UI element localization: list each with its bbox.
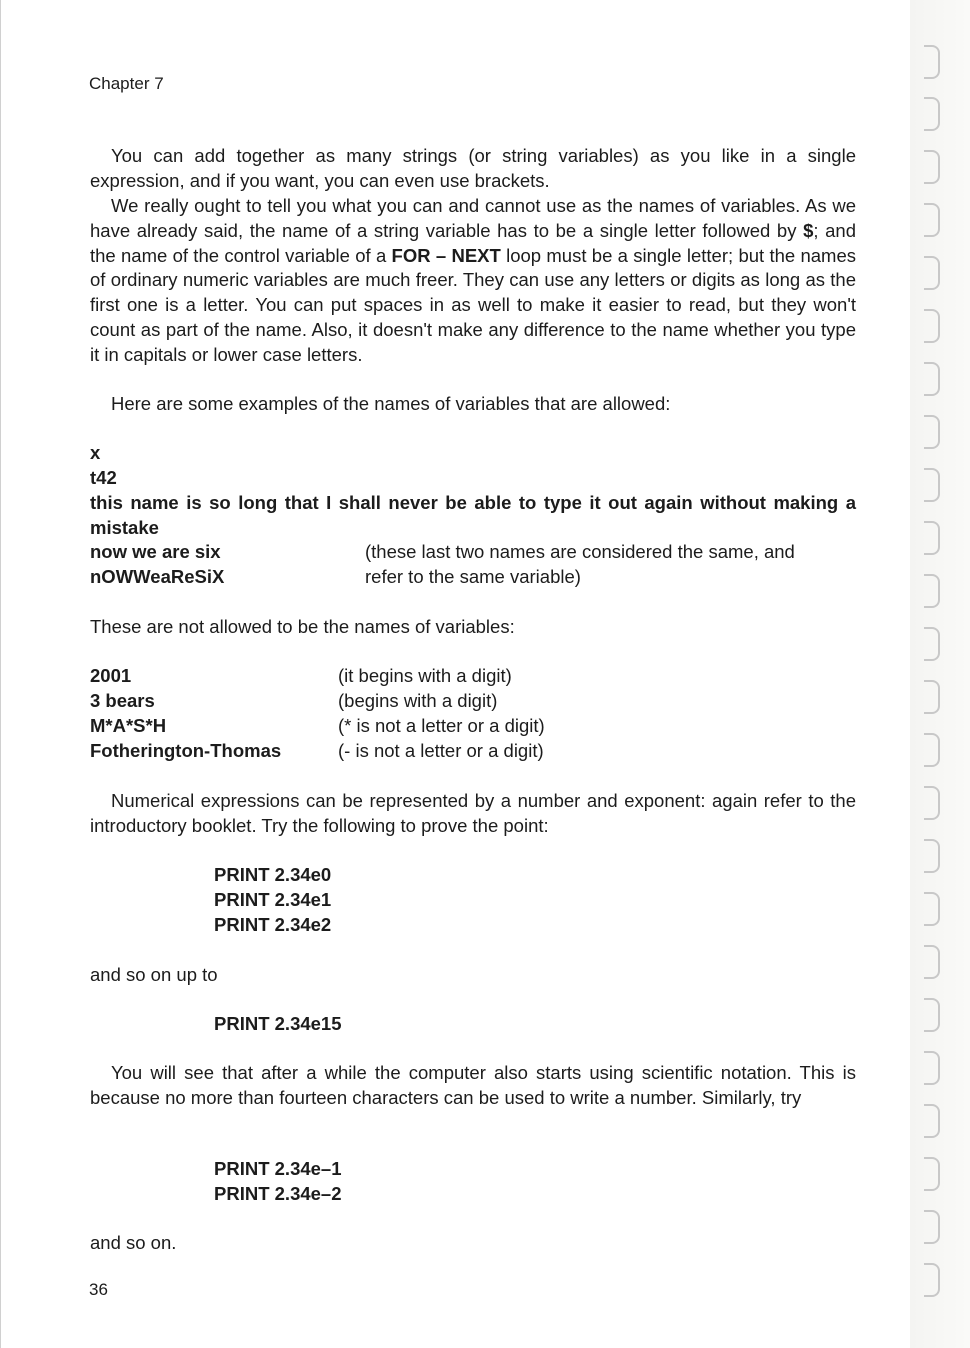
paragraph-numeric-expressions: Numerical expressions can be represented by a number and exponent: again refer to the introductory booklet. Try the following to prove the point: bbox=[90, 790, 856, 836]
binding-ring bbox=[924, 362, 940, 396]
spiral-binding bbox=[910, 0, 970, 1348]
code-line: PRINT 2.34e15 bbox=[214, 1013, 342, 1034]
binding-ring bbox=[924, 521, 940, 555]
binding-ring bbox=[924, 574, 940, 608]
binding-ring bbox=[924, 892, 940, 926]
binding-ring bbox=[924, 1210, 940, 1244]
binding-ring bbox=[924, 680, 940, 714]
para2-text-b: ; and the name of the control variable of a bbox=[90, 219, 856, 266]
binding-ring bbox=[924, 150, 940, 184]
code-line: PRINT 2.34e2 bbox=[214, 914, 332, 935]
code-line: PRINT 2.34e–2 bbox=[214, 1183, 342, 1204]
allowed-name-now-we-are-six: now we are six bbox=[90, 541, 221, 562]
not-allowed-reason: (* is not a letter or a digit) bbox=[338, 715, 545, 736]
paragraph-strings: You can add together as many strings (or string variables) as you like in a single expression, and if you want, you can even use brackets. bbox=[90, 145, 856, 191]
binding-ring bbox=[924, 97, 940, 131]
binding-ring bbox=[924, 1051, 940, 1085]
not-allowed-name: 3 bears bbox=[90, 690, 155, 711]
para2-text-a: We really ought to tell you what you can and cannot use as the names of variables. As we have already said, the name of a string variable has to be a single letter followed by bbox=[90, 195, 856, 241]
dollar-symbol: $ bbox=[803, 219, 814, 241]
allowed-name-t42: t42 bbox=[90, 467, 117, 488]
code-line: PRINT 2.34e0 bbox=[214, 864, 332, 885]
chapter-header: Chapter 7 bbox=[89, 74, 164, 93]
not-allowed-name: 2001 bbox=[90, 665, 132, 686]
not-allowed-name: Fotherington-Thomas bbox=[90, 740, 282, 761]
allowed-name-long: this name is so long that I shall never be able to type it out again without making a mistake bbox=[90, 492, 856, 538]
binding-ring bbox=[924, 945, 940, 979]
binding-ring bbox=[924, 839, 940, 873]
for-next-keyword: FOR – NEXT bbox=[391, 244, 501, 266]
allowed-note-2: refer to the same variable) bbox=[365, 566, 581, 587]
and-so-on: and so on. bbox=[90, 1232, 177, 1253]
paragraph-variable-names bbox=[90, 194, 856, 368]
code-line: PRINT 2.34e1 bbox=[214, 889, 332, 910]
binding-ring bbox=[924, 1263, 940, 1297]
and-so-on-up-to: and so on up to bbox=[90, 964, 218, 985]
binding-ring bbox=[924, 1104, 940, 1138]
not-allowed-intro: These are not allowed to be the names of variables: bbox=[90, 616, 515, 637]
not-allowed-name: M*A*S*H bbox=[90, 715, 167, 736]
binding-ring bbox=[924, 309, 940, 343]
binding-ring bbox=[924, 468, 940, 502]
paragraph-allowed-intro: Here are some examples of the names of variables that are allowed: bbox=[111, 393, 671, 414]
binding-ring bbox=[924, 45, 940, 79]
binding-ring bbox=[924, 627, 940, 661]
allowed-name-nowwearesix: nOWWeaReSiX bbox=[90, 566, 225, 587]
not-allowed-reason: (begins with a digit) bbox=[338, 690, 498, 711]
code-line: PRINT 2.34e–1 bbox=[214, 1158, 342, 1179]
binding-ring bbox=[924, 415, 940, 449]
para2-text-c: loop must be a single letter; but the names of ordinary numeric variables are much freer. They can use any letters or digits as long as the first one is a letter. You can put spaces in as well to make it easier to read, but they won't count as part of the name. Also, it doesn't make any difference to the name whether you type it in capitals or lower case letters. bbox=[90, 244, 856, 365]
binding-ring bbox=[924, 256, 940, 290]
binding-ring bbox=[924, 1157, 940, 1191]
paragraph-scientific-notation: You will see that after a while the computer also starts using scientific notation. This is because no more than fourteen characters can be used to write a number. Similarly, try bbox=[90, 1062, 856, 1108]
binding-ring bbox=[924, 998, 940, 1032]
allowed-name-x: x bbox=[90, 442, 101, 463]
binding-ring bbox=[924, 733, 940, 767]
binding-ring bbox=[924, 786, 940, 820]
not-allowed-reason: (- is not a letter or a digit) bbox=[338, 740, 544, 761]
binding-ring bbox=[924, 203, 940, 237]
page-number: 36 bbox=[89, 1280, 108, 1299]
allowed-note-1: (these last two names are considered the same, and bbox=[365, 541, 795, 562]
not-allowed-reason: (it begins with a digit) bbox=[338, 665, 512, 686]
